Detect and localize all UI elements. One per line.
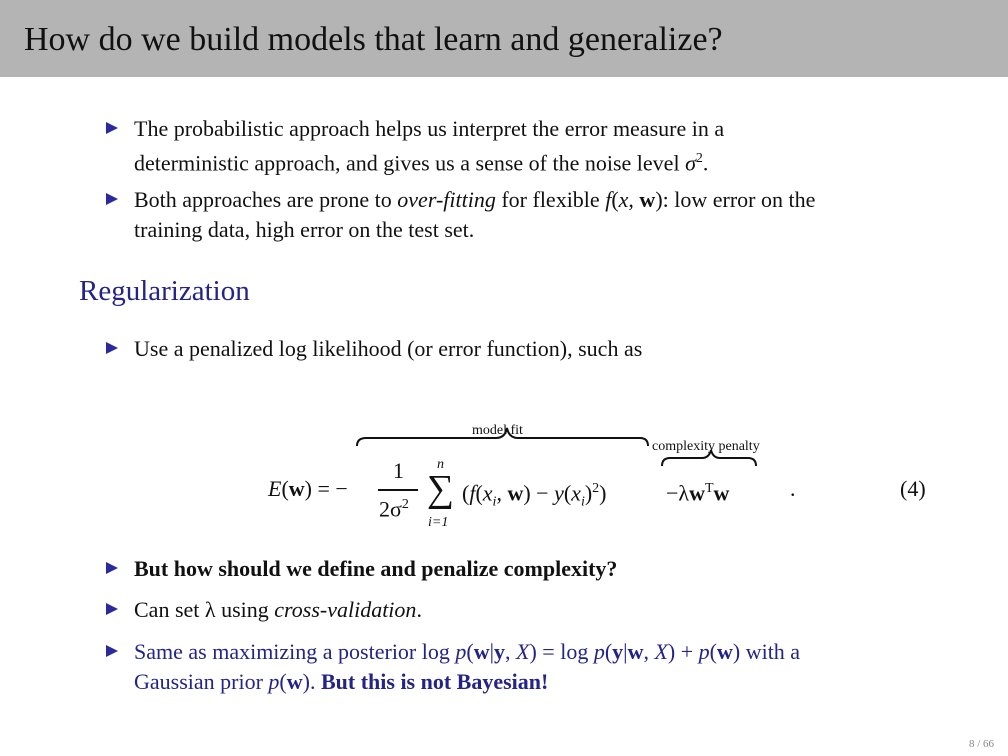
bullet-line: training data, high error on the test set.	[134, 217, 475, 242]
math-w: w	[689, 480, 705, 506]
text-fragment: using	[215, 597, 275, 622]
equation-lhs: E(w) = −	[268, 476, 348, 501]
math-minus-lambda: −λ	[666, 480, 690, 506]
bullet-complexity-question	[134, 554, 934, 584]
math-w: w	[473, 639, 490, 664]
math-log: log	[560, 639, 589, 664]
text-fragment: : low error on the	[662, 187, 816, 212]
math-sup: 2	[401, 497, 409, 512]
math-y: y	[612, 639, 624, 664]
math-sigma: σ	[685, 150, 696, 176]
bullet-line	[134, 144, 934, 178]
bullet-marker	[106, 562, 118, 574]
text-fragment: Same as maximizing a posterior log	[134, 639, 456, 664]
math-p: p	[268, 669, 280, 694]
sum-lower: i=1	[428, 515, 449, 530]
sum-upper: n	[437, 457, 444, 472]
math-w: w	[286, 669, 303, 694]
math-X: X	[516, 639, 530, 664]
math-y: y	[494, 639, 505, 664]
math-X: X	[654, 639, 668, 664]
math-sub-i: i	[492, 494, 497, 510]
text-fragment: with a	[740, 639, 801, 664]
math-y: y	[554, 480, 564, 506]
section-heading: Regularization	[79, 275, 250, 307]
text-fragment: Can set	[134, 597, 205, 622]
math-E: E	[268, 476, 282, 501]
math-x: x	[571, 480, 581, 506]
math-w: w	[639, 187, 656, 212]
bullet-cross-validation	[134, 595, 934, 625]
math-two-sigma: 2σ	[379, 496, 402, 522]
bold-text: But how should we define and penalize complexity?	[134, 556, 618, 581]
math-w: w	[288, 476, 305, 501]
math-f: f	[469, 480, 476, 506]
math-lambda: λ	[204, 597, 216, 622]
fraction-denominator	[379, 492, 409, 522]
math-p: p	[593, 639, 605, 664]
math-x: x	[482, 480, 493, 506]
math-transpose: T	[704, 481, 714, 496]
math-equals: =	[317, 476, 330, 501]
bullet-marker	[106, 603, 118, 615]
equation-penalty	[666, 476, 729, 506]
math-w: w	[713, 480, 730, 506]
label-complexity-penalty: complexity penalty	[652, 439, 760, 454]
text-fragment: Gaussian prior	[134, 669, 269, 694]
frame-title-bar	[0, 0, 1008, 77]
math-f: f	[605, 187, 612, 212]
text-fragment: Both approaches are prone to	[134, 187, 398, 212]
bullet-penalized: Use a penalized log likelihood (or error function), such as	[134, 336, 643, 361]
math-p: p	[455, 639, 467, 664]
text-fragment: for flexible	[495, 187, 606, 212]
math-minus: −	[536, 480, 549, 506]
label-model-fit: model fit	[472, 423, 523, 438]
math-equals: =	[542, 639, 555, 664]
bullet-probabilistic	[134, 114, 934, 178]
bullet-marker	[106, 645, 118, 657]
text-fragment: deterministic approach, and gives us a sense of the noise level	[134, 150, 686, 176]
math-minus: −	[335, 476, 348, 501]
text-fragment: .	[416, 597, 422, 622]
fraction-numerator: 1	[393, 458, 404, 483]
math-sup: 2	[592, 481, 600, 496]
bullet-line: Gaussian prior p(w). But this is not Bayesian!	[134, 669, 549, 694]
math-w: w	[627, 639, 644, 664]
page-number: 8 / 66	[968, 738, 994, 750]
sum-symbol: ∑	[427, 468, 455, 510]
math-sub-i: i	[580, 494, 585, 510]
bullet-marker	[106, 122, 118, 134]
math-sup: 2	[695, 151, 703, 166]
bullet-line: The probabilistic approach helps us interpret the error measure in a	[134, 116, 725, 141]
bullet-line: Same as maximizing a posterior log p(w|y, X) = log p(y|w, X) + p(w) with a	[134, 639, 801, 664]
bullet-line: Both approaches are prone to over-fitting for flexible f(x, w): low error on the	[134, 187, 816, 212]
math-w: w	[507, 480, 524, 506]
equation-summand: ($f(x_i$, $w) - y(x_i)^2$)	[462, 480, 607, 510]
math-w: w	[716, 639, 733, 664]
math-x: x	[618, 187, 629, 212]
emphasis-over-fitting: over-fitting	[397, 187, 496, 212]
bullet-overfitting	[134, 185, 934, 245]
equation-number: (4)	[900, 476, 926, 501]
bullet-marker	[106, 342, 118, 354]
math-p: p	[698, 639, 710, 664]
bold-text: But this is not Bayesian!	[320, 669, 549, 694]
fraction-bar	[378, 489, 418, 491]
slide-title: How do we build models that learn and generalize?	[24, 21, 723, 58]
emphasis-cross-validation: cross-validation	[274, 597, 417, 622]
text-fragment: .	[702, 150, 709, 176]
bullet-posterior	[134, 637, 934, 697]
bullet-marker	[106, 193, 118, 205]
equation-period: .	[790, 476, 796, 501]
